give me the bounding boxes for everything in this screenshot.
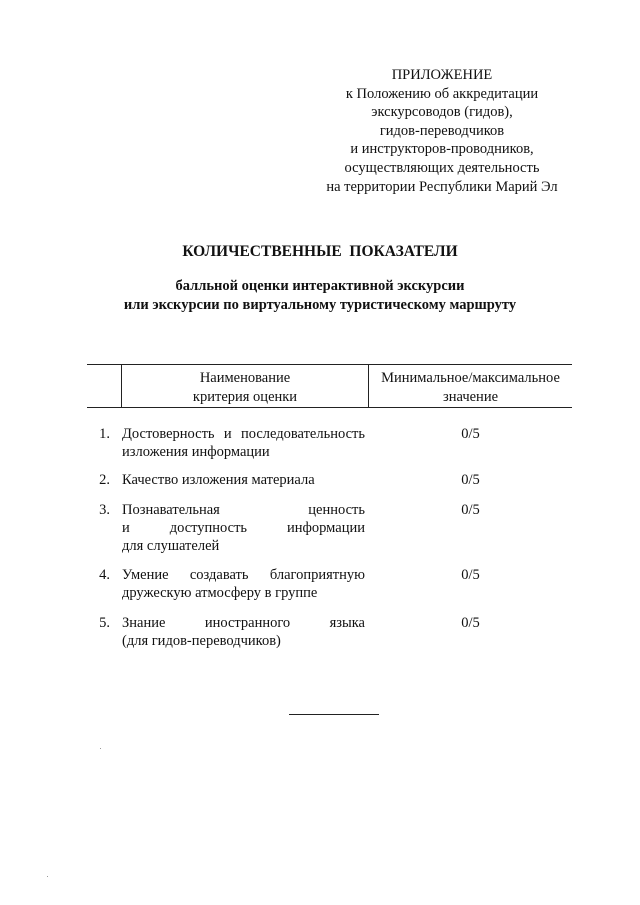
- criterion-value: 0/5: [461, 426, 480, 442]
- column-header-value: [369, 369, 572, 406]
- criterion-text: [122, 566, 365, 602]
- criterion-word: Знание: [122, 615, 166, 631]
- criterion-line: [122, 566, 365, 584]
- criterion-word: и: [122, 520, 130, 536]
- criterion-word: последовательность: [240, 426, 365, 442]
- criterion-text: [122, 501, 365, 555]
- appendix-line: гидов-переводчиков: [379, 122, 505, 139]
- appendix-line: к Положению об аккредитации: [345, 85, 539, 102]
- criterion-word: Умение: [122, 567, 169, 583]
- row-number: 1.: [99, 426, 110, 442]
- column-header-line: критерия оценки: [192, 388, 298, 405]
- table-header-bottom-border: [87, 407, 572, 408]
- row-number: 3.: [99, 502, 110, 518]
- criterion-line: изложения информации: [122, 444, 270, 460]
- document-title: КОЛИЧЕСТВЕННЫЕ ПОКАЗАТЕЛИ: [182, 243, 458, 260]
- criterion-text: [122, 471, 365, 489]
- appendix-header: [300, 66, 584, 196]
- criterion-line: Качество изложения материала: [122, 472, 315, 488]
- criterion-word: Достоверность: [122, 426, 215, 442]
- table-top-border: [87, 364, 572, 365]
- subtitle-line: балльной оценки интерактивной экскурсии: [175, 278, 465, 294]
- criterion-word: языка: [329, 615, 365, 631]
- row-number: 4.: [99, 567, 110, 583]
- criterion-value: 0/5: [461, 472, 480, 488]
- row-number: 2.: [99, 472, 110, 488]
- subtitle-line: или экскурсии по виртуальному туристическому маршруту: [123, 296, 517, 313]
- criterion-text: [122, 614, 365, 650]
- column-header-line: значение: [442, 388, 499, 405]
- column-header-line: Наименование: [199, 370, 291, 386]
- criterion-line: [122, 425, 365, 443]
- criterion-line: [122, 614, 365, 632]
- criterion-word: создавать: [189, 567, 249, 583]
- signature-line: [289, 714, 379, 715]
- criterion-word: информации: [286, 520, 365, 536]
- criterion-value: 0/5: [461, 615, 480, 631]
- column-header-line: Минимальное/максимальное: [381, 370, 560, 386]
- criterion-line: [122, 501, 365, 519]
- appendix-line: ПРИЛОЖЕНИЕ: [391, 67, 493, 83]
- appendix-line: на территории Республики Марий Эл: [326, 178, 558, 195]
- criterion-line: (для гидов-переводчиков): [122, 633, 281, 649]
- criterion-line: дружескую атмосферу в группе: [122, 585, 318, 601]
- criterion-value: 0/5: [461, 502, 480, 518]
- row-number: 5.: [99, 615, 110, 631]
- document-subtitle: [0, 277, 640, 314]
- criterion-word: благоприятную: [269, 567, 365, 583]
- criterion-line: [122, 519, 365, 537]
- criterion-value: 0/5: [461, 567, 480, 583]
- appendix-line: осуществляющих деятельность: [344, 159, 540, 176]
- criterion-line: для слушателей: [122, 538, 220, 554]
- column-header-criterion: [122, 369, 368, 406]
- criterion-word: и: [223, 426, 232, 442]
- criterion-word: доступность: [169, 520, 248, 536]
- scan-speck: [100, 748, 101, 749]
- appendix-line: экскурсоводов (гидов),: [371, 104, 513, 121]
- appendix-line: и инструкторов-проводников,: [350, 141, 534, 158]
- criterion-word: иностранного: [204, 615, 291, 631]
- criterion-word: ценность: [308, 502, 365, 518]
- scan-speck: [47, 876, 48, 877]
- criterion-word: Познавательная: [122, 502, 220, 518]
- criterion-text: [122, 425, 365, 461]
